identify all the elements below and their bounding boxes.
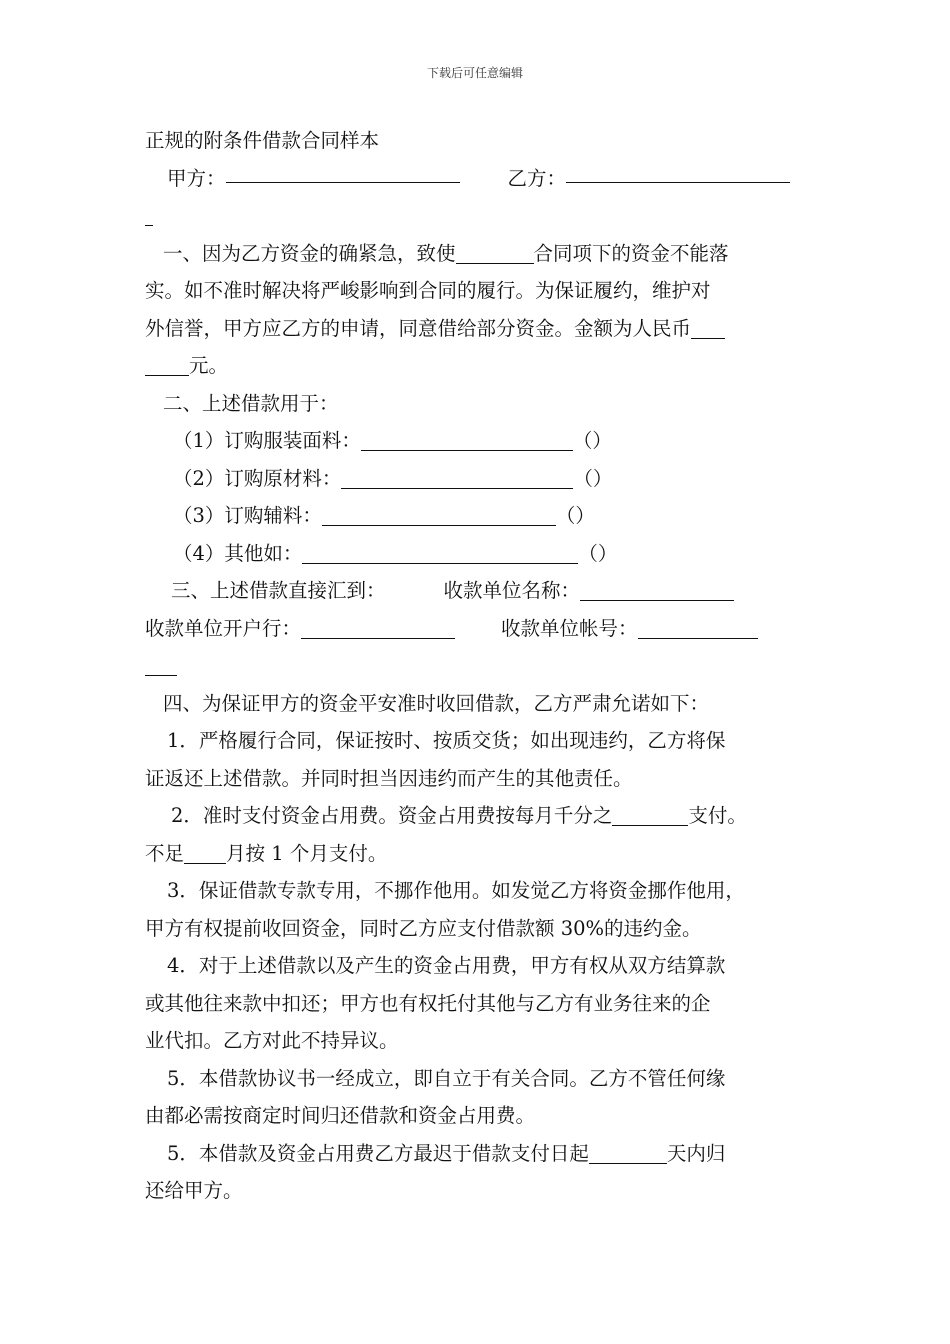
- days-blank: [589, 1141, 667, 1164]
- payee-account-blank-cont: [145, 653, 177, 676]
- section-4-item-5b: 由都必需按商定时间归还借款和资金占用费。: [145, 1104, 536, 1127]
- blank: [322, 503, 556, 526]
- section-3-line-3: [145, 647, 813, 685]
- blank: [302, 541, 578, 564]
- blank: [341, 466, 573, 489]
- blank: [456, 241, 534, 264]
- section-2-item: （4）其他如： （）: [173, 541, 618, 565]
- section-1-line-4: 元。: [145, 347, 813, 385]
- section-4-item-4c: 业代扣。乙方对此不持异议。: [145, 1029, 399, 1052]
- section-4-item-2a: 2．准时支付资金占用费。资金占用费按每月千分之 支付。: [171, 804, 747, 827]
- party-blank-overflow: [145, 197, 813, 235]
- section-4-item-3b: 甲方有权提前收回资金，同时乙方应支付借款额 30%的违约金。: [145, 916, 702, 940]
- payee-name-blank: [580, 578, 734, 601]
- section-4-item-5a: 5．本借款协议书一经成立，即自立于有关合同。乙方不管任何缘: [167, 1066, 726, 1090]
- payee-bank-blank: [301, 616, 455, 639]
- rate-blank: [612, 803, 688, 826]
- party-b-blank: [566, 160, 790, 183]
- month-blank: [184, 841, 226, 864]
- section-2-item: （2）订购原材料： （）: [173, 466, 613, 490]
- section-4-item-1a: 1．严格履行合同，保证按时、按质交货；如出现违约，乙方将保: [167, 729, 726, 752]
- section-4-item-4a: 4．对于上述借款以及产生的资金占用费，甲方有权从双方结算款: [167, 954, 726, 977]
- section-4-item-4b: 或其他往来款中扣还；甲方也有权托付其他与乙方有业务往来的企: [145, 991, 711, 1015]
- page-header-note: 下载后可任意编辑: [426, 66, 523, 80]
- section-4-item-6a: 5．本借款及资金占用费乙方最迟于借款支付日起 天内归: [167, 1141, 726, 1165]
- payee-account-blank: [638, 616, 758, 639]
- document-title: 正规的附条件借款合同样本: [145, 129, 380, 152]
- section-4-heading: 四、为保证甲方的资金平安准时收回借款，乙方严肃允诺如下：: [163, 691, 710, 715]
- party-a-label: 甲方：: [167, 166, 226, 190]
- section-2-item: （3）订购辅料： （）: [173, 504, 595, 527]
- section-1-line-3: 外信誉，甲方应乙方的申请，同意借给部分资金。金额为人民币: [145, 310, 813, 348]
- contract-body: [145, 122, 813, 1210]
- amount-blank: [691, 316, 725, 339]
- party-b-label: 乙方：: [507, 166, 567, 190]
- parties-line: [145, 160, 813, 198]
- section-3-line-1: 三、上述借款直接汇到： 收款单位名称：: [145, 572, 813, 610]
- party-a-blank: [226, 160, 460, 183]
- section-1-line-2: 实。如不准时解决将严峻影响到合同的履行。为保证履约，维护对: [145, 279, 711, 302]
- section-4-item-3a: 3．保证借款专款专用，不挪作他用。如发觉乙方将资金挪作他用，: [167, 879, 745, 902]
- amount-blank-cont: [145, 353, 189, 376]
- blank: [361, 428, 573, 451]
- section-2-item: （1）订购服装面料： （）: [173, 429, 612, 452]
- section-1-line-1: 一、因为乙方资金的确紧急，致使 合同项下的资金不能落: [163, 241, 729, 265]
- section-3-line-2: 收款单位开户行： 收款单位帐号：: [145, 610, 813, 648]
- section-2-heading: 二、上述借款用于：: [163, 391, 339, 415]
- section-4-item-1b: 证返还上述借款。并同时担当因违约而产生的其他责任。: [145, 766, 633, 790]
- section-4-item-2b: 不足 月按 1 个月支付。: [145, 841, 388, 865]
- section-4-item-6b: 还给甲方。: [145, 1179, 243, 1202]
